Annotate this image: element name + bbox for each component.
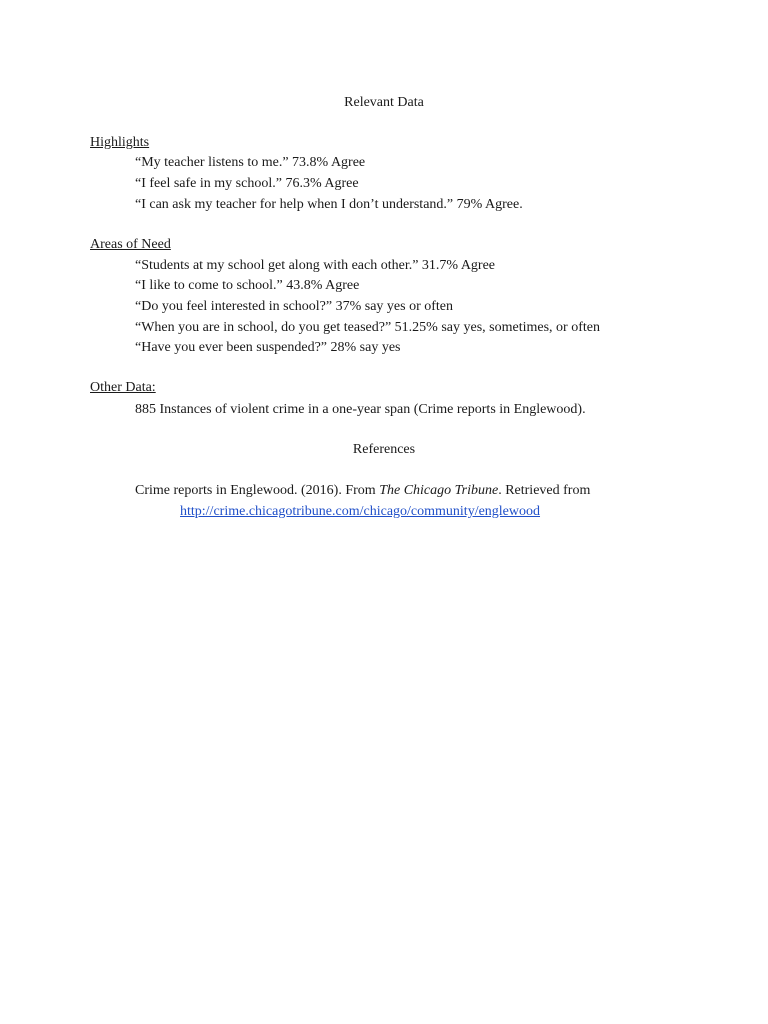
highlight-item: “I feel safe in my school.” 76.3% Agree bbox=[135, 176, 359, 191]
need-item: “Have you ever been suspended?” 28% say yes bbox=[135, 340, 401, 355]
reference-suffix: . Retrieved from bbox=[498, 483, 591, 498]
reference-entry bbox=[135, 481, 590, 501]
other-data-heading: Other Data: bbox=[90, 380, 156, 395]
need-item: “I like to come to school.” 43.8% Agree bbox=[135, 278, 360, 293]
reference-url-line bbox=[180, 502, 540, 522]
reference-url-link[interactable]: http://crime.chicagotribune.com/chicago/community/englewood bbox=[180, 504, 541, 519]
need-item: “Students at my school get along with each other.” 31.7% Agree bbox=[135, 258, 496, 273]
other-data-item: 885 Instances of violent crime in a one-year span (Crime reports in Englewood). bbox=[135, 402, 586, 417]
reference-prefix: Crime reports in Englewood. (2016). From bbox=[135, 483, 380, 498]
need-item: “When you are in school, do you get teased?” 51.25% say yes, sometimes, or often bbox=[135, 320, 600, 335]
highlight-item: “My teacher listens to me.” 73.8% Agree bbox=[135, 155, 366, 170]
need-item: “Do you feel interested in school?” 37% say yes or often bbox=[135, 299, 454, 314]
highlight-item: “I can ask my teacher for help when I don’t understand.” 79% Agree. bbox=[135, 197, 523, 212]
areas-of-need-heading: Areas of Need bbox=[90, 237, 171, 252]
reference-source: The Chicago Tribune bbox=[379, 483, 499, 498]
highlights-heading: Highlights bbox=[90, 135, 150, 150]
document-title: Relevant Data bbox=[344, 95, 424, 110]
references-heading: References bbox=[352, 442, 416, 457]
